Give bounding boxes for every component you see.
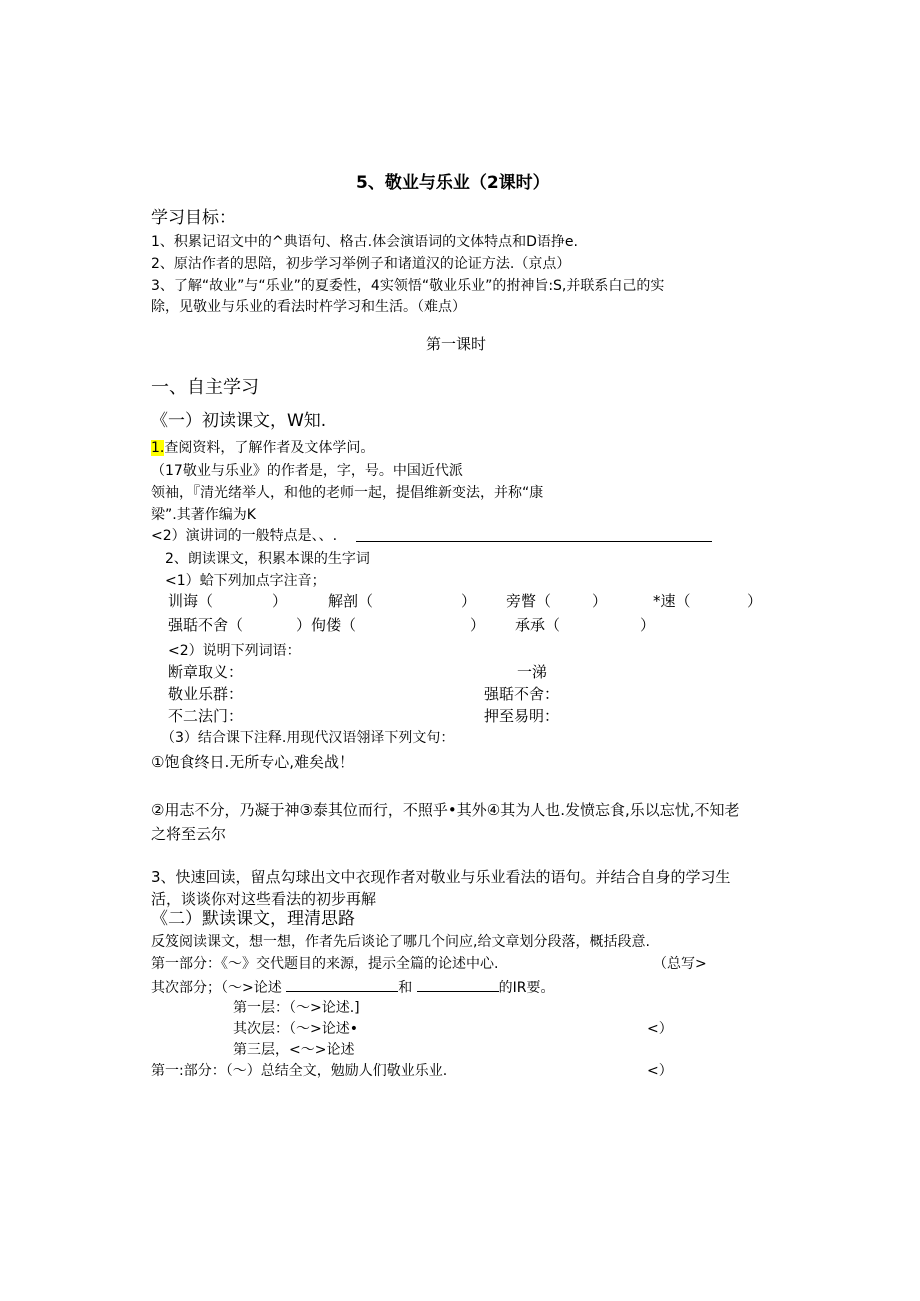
page-title: 5、敬业与乐业（2课时） [356,173,550,193]
part-3: 第一:部分：（〜）总结全文，勉励人们敬业乐业. [151,1063,448,1079]
subsection-heading: 《一）初读课文，W知. [151,411,327,431]
pinyin-word: 承承（ [515,616,561,634]
task-item-1-text: 查阅资料，了解作者及文体学问。 [164,440,375,456]
objective-item: 1、积累记诏文中的^典语句、格古.体会演语词的文体特点和D语挣e. [151,234,578,250]
layer-1: 第一层：（〜>论述.] [233,1000,360,1016]
pinyin-bracket: ） [272,592,288,610]
part-2 [151,977,555,997]
author-question: （17敬业与乐业》的作者是，字，号。中国近代派 [151,463,463,479]
part-1: 第一部分：《〜》交代题目的来源，提示全篇的论述中心. [151,956,499,972]
pinyin-bracket: ） [470,616,486,634]
section-heading: 一、自主学习 [151,377,259,398]
objective-item: 3、了解“故业”与“乐业”的夏委性，4实领悟“敬业乐业”的拊神旨:S,并联系白己的实 [151,278,665,294]
structure-intro: 反笈阅读课文，想一想，作者先后谈论了哪几个问应,给文章划分段落，概括段意. [151,934,650,950]
sentence-2: ②用志不分，乃凝于神③泰其位而行，不照乎•其外④其为人也.发愤忘食,乐以忘忧,不知老 [151,801,740,819]
highlight-number: 1. [151,440,165,456]
pinyin-question: <1）蛤下列加点字注音； [165,573,326,589]
vocab-term: 押至易明： [484,707,560,725]
translate-question: （3）结合课下注释.用现代汉语翎译下列文句： [161,730,455,746]
part-2-label: 其次部分；（〜>论述 [151,980,282,996]
answer-blank [417,977,499,992]
subsection-heading: 《二）默读课文，理清思路 [151,909,355,929]
lesson-heading: 第一课时 [426,335,487,353]
sentence-1: ①饱食终日.无所专心,难矣战！ [151,753,354,771]
author-question: 梁”.其著作编为K [151,507,256,523]
vocab-term: 不二法门： [168,707,244,725]
pinyin-word: 旁瞥（ [506,592,552,610]
pinyin-bracket: ） [747,592,763,610]
pinyin-word: 强聒不舍（ [168,616,244,634]
pinyin-bracket: ） [461,592,477,610]
objectives-heading: 学习目标： [151,208,236,228]
pinyin-bracket: ） [592,592,608,610]
part-2-end: 的IR要。 [498,980,555,996]
pinyin-word: ）佝偻（ [296,616,357,634]
speech-question: <2）演讲词的一般特点是、、. [151,528,338,544]
part-2-and: 和 [398,980,413,996]
vocab-term: 一涕 [517,663,548,681]
task-item-1 [151,439,374,457]
author-question: 领袖，『清光绪举人，和他的老师一起，提倡维新变法，并称“康 [151,485,544,501]
task-item-3: 3、快速回读，留点勾球出文中衣现作者对敬业与乐业看法的语句。并结合自身的学习生 [151,868,731,886]
part-1-note: （总写> [653,956,707,972]
task-item-3-cont: 活，谈谈你对这些看法的初步再解 [151,890,377,908]
pinyin-word: *速（ [653,592,691,610]
vocab-question: <2）说明下列词语： [168,643,301,659]
vocab-term: 断章取义： [168,663,244,681]
vocab-term: 敬业乐群： [168,685,244,703]
pinyin-word: 训诲（ [168,592,214,610]
task-item-2: 2、朗读课文，积累本课的生字词 [165,551,370,567]
pinyin-bracket: ） [640,616,656,634]
layer-3: 第三层，<〜>论述 [233,1042,355,1058]
answer-blank [286,977,398,992]
layer-2-note: <） [647,1021,673,1037]
part-3-note: <） [647,1063,673,1079]
objective-item: 除，见敬业与乐业的看法时杵学习和生活。（难点） [151,299,466,315]
vocab-term: 强聒不舍： [484,685,560,703]
answer-line [356,541,712,542]
pinyin-word: 解剖（ [328,592,374,610]
sentence-2-cont: 之将至云尔 [151,825,227,843]
objective-item: 2、原沽作者的思陪，初步学习举例子和诸道汉的论证方法.（京点） [151,256,571,272]
layer-2: 其次层：（〜>论述• [233,1021,358,1037]
